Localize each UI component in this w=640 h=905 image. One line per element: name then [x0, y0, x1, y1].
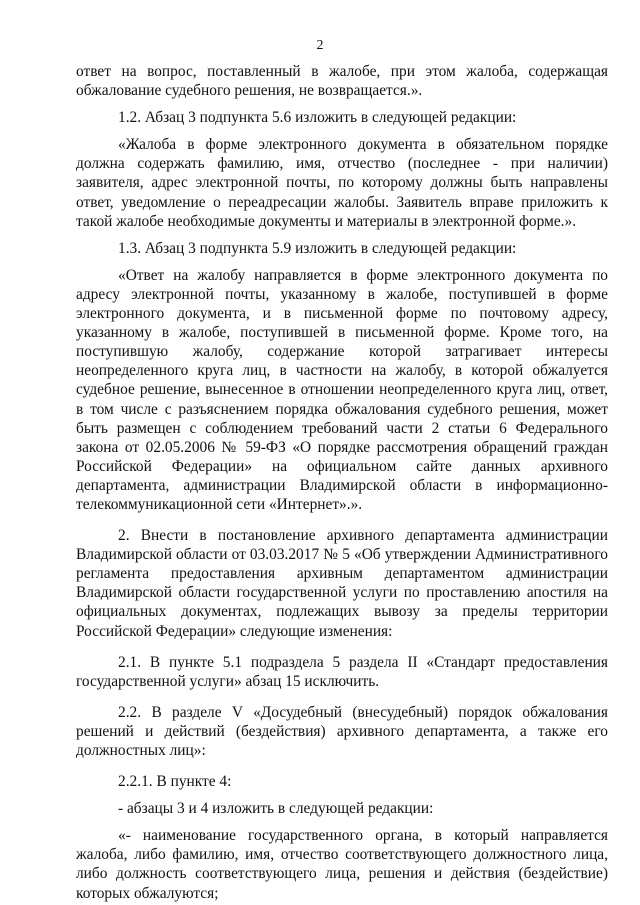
- paragraph-list-item: «- наименование государственного органа, в который направляется жалоба, либо фамилию, имя, отчество соответствующего должностного лица, либо должность соответствующего лица, решения и действия (бездействие) которых обжалуются;: [76, 827, 608, 902]
- page-number: 2: [316, 38, 324, 53]
- paragraph-2-2-text: 2.2. В разделе V «Досудебный (внесудебный) порядок обжалования решений и действий (бездействия) архивного департамента, а также его должностных лиц»:: [76, 703, 608, 759]
- paragraph-1-2-heading: 1.2. Абзац 3 подпункта 5.6 изложить в следующей редакции:: [118, 109, 517, 127]
- paragraph-1-3-heading: 1.3. Абзац 3 подпункта 5.9 изложить в следующей редакции:: [118, 239, 517, 257]
- paragraph-2-2-1-heading: 2.2.1. В пункте 4:: [118, 773, 232, 791]
- paragraph-2-1-text: 2.1. В пункте 5.1 подраздела 5 раздела II «Стандарт предоставления государственной услуги» абзац 15 исключить.: [76, 653, 608, 690]
- paragraph-1-2-text: «Жалоба в форме электронного документа в обязательном порядке должна содержать фамилию, имя, отчество (последнее - при наличии) заявителя, адрес электронной почты, по которому должны быть направлены ответ, уведомление о переадресации жалобы. Заявитель вправе приложить к такой жалобе необходимые документы и материалы в электронной форме.».: [76, 136, 608, 230]
- paragraph-1-3-text: «Ответ на жалобу направляется в форме электронного документа по адресу электронной почты, указанному в жалобе, поступившей в форме электронного документа, и в письменной форме по почтовому адресу, указанному в жалобе, поступившей в письменной форме. Кроме того, на поступившую жалобу, содержание которой затрагивает интересы неопределенного круга лиц, в частности на жалобу, в которой обжалуется судебное решение, вынесенное в отношении неопределенного круга лиц, ответ, в том числе с разъяснением порядка обжалования судебного решения, может быть размещен с соблюдением требований части 2 статьи 6 Федерального закона от 02.05.2006 № 59-ФЗ «О порядке рассмотрения обращений граждан Российской Федерации» на официальном сайте данных архивного департамента, администрации Владимирской области в информационно-телекоммуникационной сети «Интернет».».: [76, 266, 608, 513]
- document-body: [76, 62, 608, 903]
- paragraph-continuation: ответ на вопрос, поставленный в жалобе, при этом жалоба, содержащая обжалование судебного решения, не возвращается.».: [76, 63, 608, 100]
- paragraph-2-text: 2. Внести в постановление архивного департамента администрации Владимирской области от 03.03.2017 № 5 «Об утверждении Административного регламента предоставления архивным департаментом администрации Владимирской области государственной услуги по проставлению апостиля на официальных документах, подлежащих вывозу за пределы территории Российской Федерации» следующие изменения:: [76, 527, 608, 640]
- paragraph-list-intro: - абзацы 3 и 4 изложить в следующей редакции:: [118, 800, 434, 818]
